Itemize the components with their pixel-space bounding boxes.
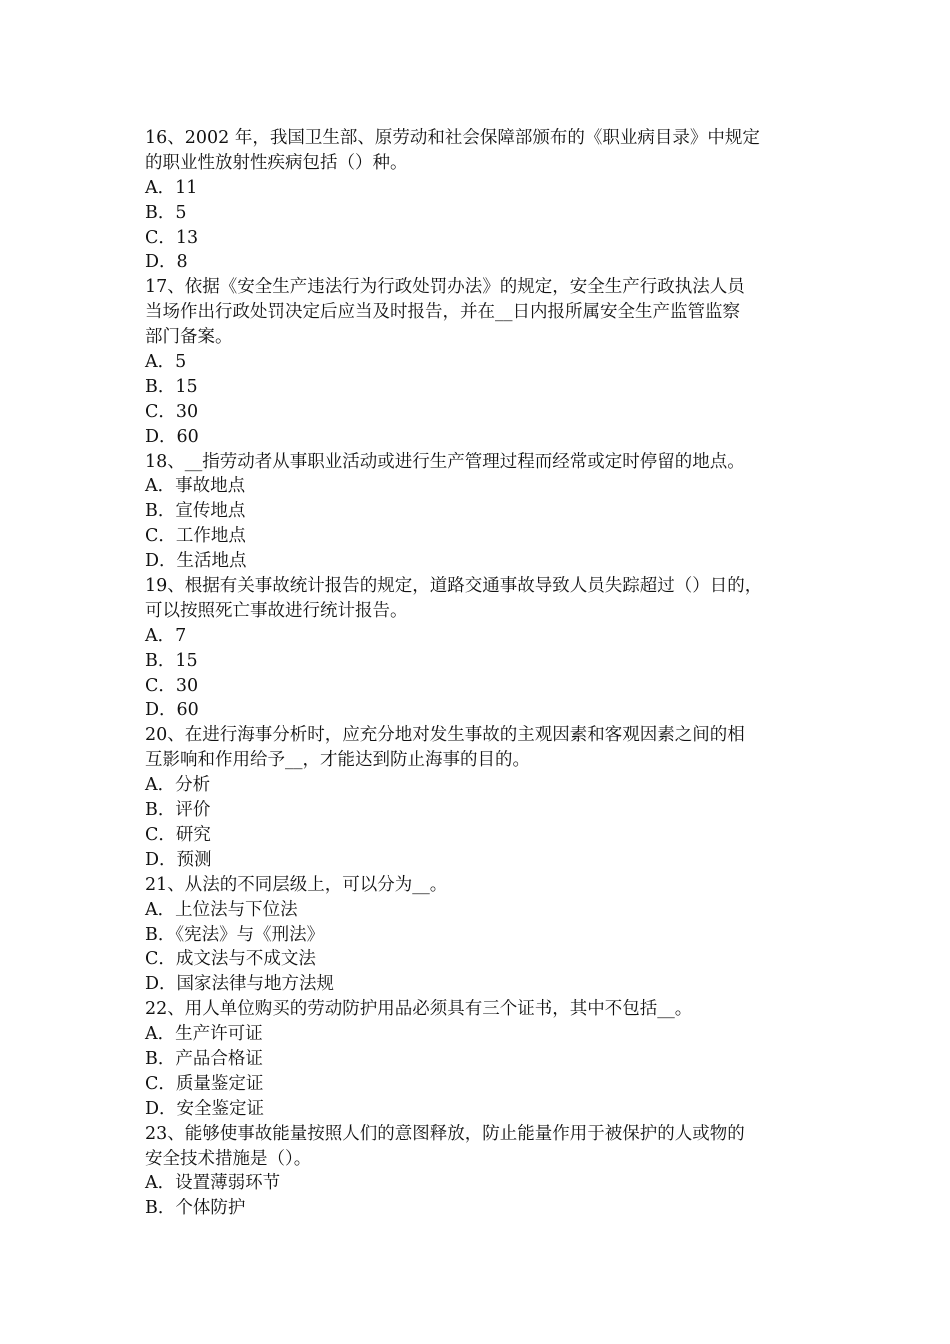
question-text: 21、从法的不同层级上，可以分为__。: [145, 874, 448, 895]
question-text: 部门备案。: [145, 327, 233, 348]
question-20: [145, 723, 825, 872]
option-d: D．60: [145, 700, 199, 721]
option-d: D．生活地点: [145, 551, 247, 572]
option-c: C．13: [145, 227, 199, 248]
option-d: D．安全鉴定证: [145, 1098, 265, 1119]
option-b: B．5: [145, 202, 187, 223]
option-b: B．《宪法》与《刑法》: [145, 924, 325, 945]
option-b: B．产品合格证: [145, 1048, 263, 1069]
question-19: [145, 574, 825, 723]
option-a: A．事故地点: [145, 476, 246, 497]
option-c: C．质量鉴定证: [145, 1073, 264, 1094]
option-b: B．15: [145, 376, 198, 397]
option-d: D．60: [145, 426, 199, 447]
question-16: [145, 126, 825, 275]
option-c: C．研究: [145, 824, 211, 845]
option-a: A．11: [145, 177, 198, 198]
option-b: B．宣传地点: [145, 501, 246, 522]
option-b: B．15: [145, 650, 198, 671]
option-d: D．预测: [145, 849, 212, 870]
question-22: [145, 997, 825, 1121]
document-page: [145, 126, 825, 1221]
question-text: 安全技术措施是（）。: [145, 1148, 312, 1169]
option-c: C．30: [145, 675, 199, 696]
option-a: A．设置薄弱环节: [145, 1173, 281, 1194]
question-17: [145, 275, 825, 449]
option-a: A．生产许可证: [145, 1024, 263, 1045]
option-c: C．成文法与不成文法: [145, 949, 316, 970]
option-a: A．5: [145, 352, 187, 373]
option-c: C．工作地点: [145, 526, 246, 547]
option-d: D．国家法律与地方法规: [145, 974, 335, 995]
question-21: [145, 873, 825, 997]
question-23: [145, 1122, 825, 1222]
question-text: 22、用人单位购买的劳动防护用品必须具有三个证书，其中不包括__。: [145, 999, 693, 1020]
question-text: 18、__指劳动者从事职业活动或进行生产管理过程而经常或定时停留的地点。: [145, 451, 745, 472]
option-a: A．上位法与下位法: [145, 899, 298, 920]
option-b: B．个体防护: [145, 1198, 246, 1219]
option-b: B．评价: [145, 800, 211, 821]
option-a: A．7: [145, 625, 187, 646]
question-text: 互影响和作用给予__，才能达到防止海事的目的。: [145, 750, 530, 771]
question-text: 可以按照死亡事故进行统计报告。: [145, 600, 408, 621]
question-text: 19、根据有关事故统计报告的规定，道路交通事故导致人员失踪超过（）日的，: [145, 576, 763, 597]
question-text: 16、2002 年，我国卫生部、原劳动和社会保障部颁布的《职业病目录》中规定: [145, 128, 760, 148]
question-18: [145, 450, 825, 574]
option-c: C．30: [145, 401, 199, 422]
option-d: D．8: [145, 252, 188, 273]
question-text: 17、依据《安全生产违法行为行政处罚办法》的规定，安全生产行政执法人员: [145, 277, 745, 298]
question-text: 20、在进行海事分析时，应充分地对发生事故的主观因素和客观因素之间的相: [145, 725, 745, 746]
question-text: 23、能够使事故能量按照人们的意图释放，防止能量作用于被保护的人或物的: [145, 1123, 745, 1144]
option-a: A．分析: [145, 775, 211, 796]
question-text: 的职业性放射性疾病包括（）种。: [145, 152, 408, 173]
question-text: 当场作出行政处罚决定后应当及时报告，并在__日内报所属安全生产监管监察: [145, 302, 740, 323]
